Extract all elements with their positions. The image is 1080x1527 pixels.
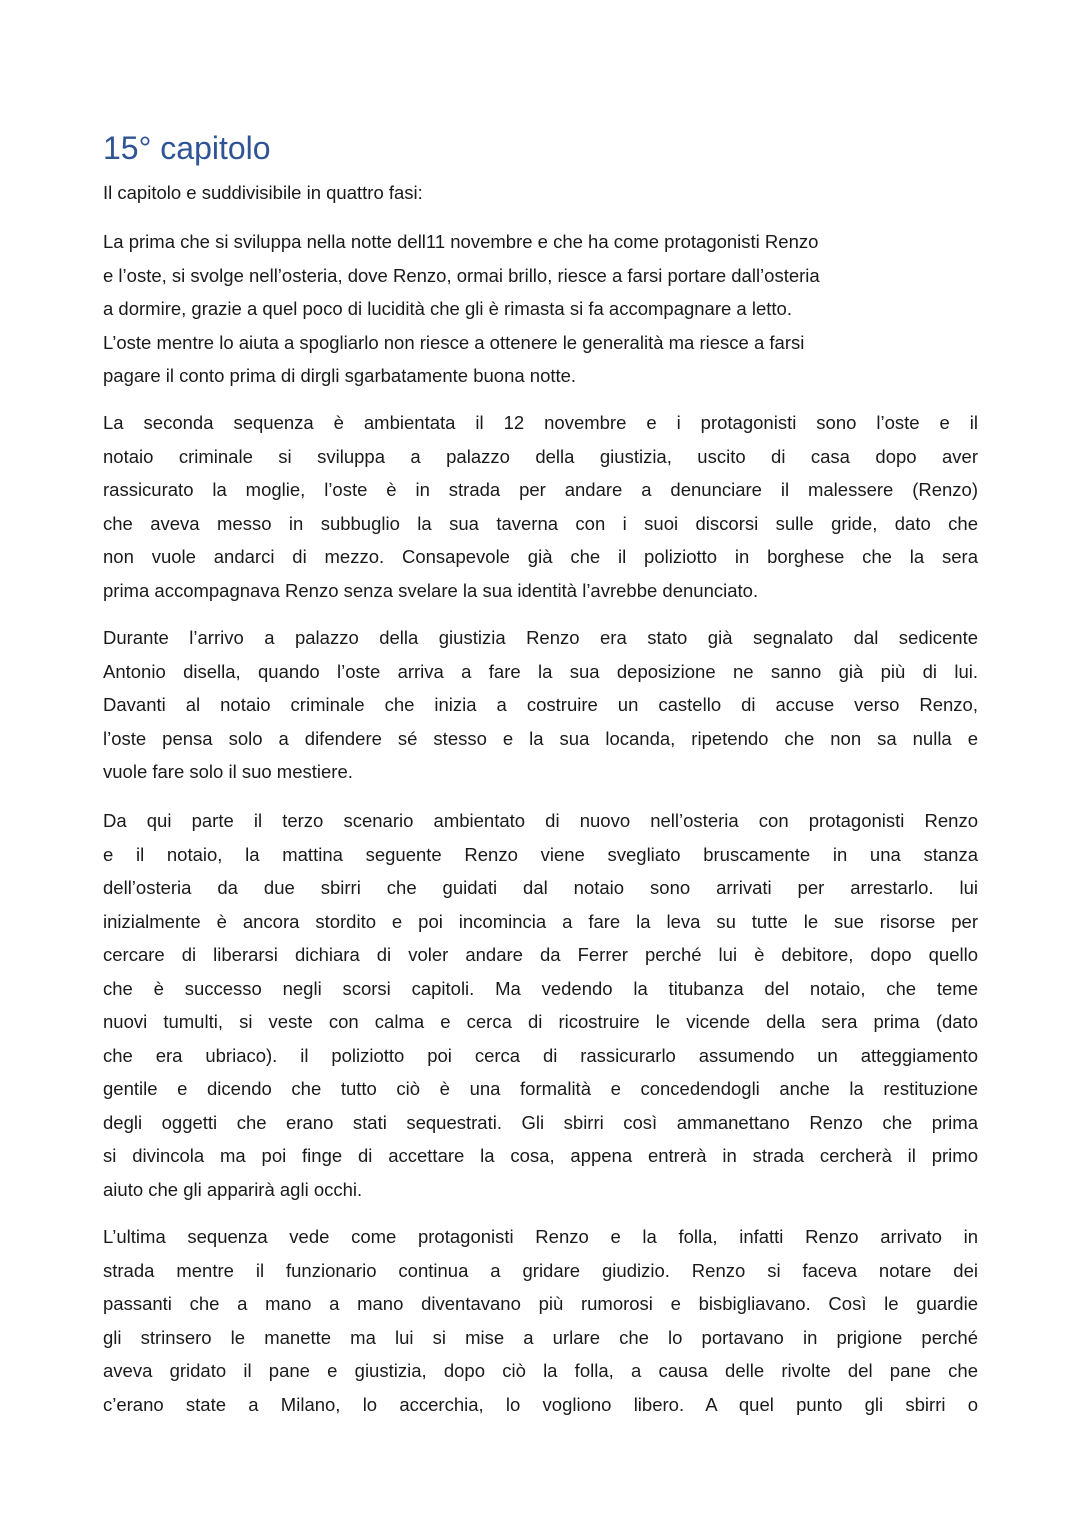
text-line: vuole fare solo il suo mestiere. — [103, 761, 353, 782]
text-line: c’erano state a Milano, lo accerchia, lo vogliono libero. A quel punto gli sbirri o — [103, 1393, 978, 1415]
text-line: a dormire, grazie a quel poco di lucidità che gli è rimasta si fa accompagnare a letto. — [103, 298, 792, 319]
text-line: La prima che si sviluppa nella notte dell11 novembre e che ha come protagonisti Renzo — [103, 231, 819, 252]
text-line: strada mentre il funzionario continua a gridare giudizio. Renzo si faceva notare dei — [103, 1259, 978, 1281]
text-line: Da qui parte il terzo scenario ambientato di nuovo nell’osteria con protagonisti Renzo — [103, 810, 978, 831]
text-line: e l’oste, si svolge nell’osteria, dove Renzo, ormai brillo, riesce a farsi portare dall’osteria — [103, 264, 820, 286]
text-line: e il notaio, la mattina seguente Renzo viene svegliato bruscamente in una stanza — [103, 843, 978, 865]
text-line: nuovi tumulti, si veste con calma e cerca di ricostruire le vicende della sera prima (dato — [103, 1011, 978, 1032]
text-line: Durante l’arrivo a palazzo della giustizia Renzo era stato già segnalato dal sedicente — [103, 627, 978, 648]
text-line: che è successo negli scorsi capitoli. Ma vedendo la titubanza del notaio, che teme — [103, 977, 978, 999]
paragraph — [103, 804, 978, 1206]
text-line: non vuole andarci di mezzo. Consapevole già che il poliziotto in borghese che la sera — [103, 546, 978, 567]
chapter-title: 15° capitolo — [103, 130, 271, 166]
text-line: si divincola ma poi finge di accettare la cosa, appena entrerà in strada cercherà il primo — [103, 1145, 978, 1166]
text-line: gli strinsero le manette ma lui si mise a urlare che lo portavano in prigione perché — [103, 1326, 978, 1348]
text-line: La seconda sequenza è ambientata il 12 novembre e i protagonisti sono l’oste e il — [103, 412, 978, 433]
text-line: pagare il conto prima di dirgli sgarbatamente buona notte. — [103, 365, 577, 386]
text-line: che aveva messo in subbuglio la sua taverna con i suoi discorsi sulle gride, dato che — [103, 512, 978, 534]
paragraph — [103, 621, 978, 789]
text-line: rassicurato la moglie, l’oste è in strada per andare a denunciare il malessere (Renzo) — [103, 479, 978, 500]
text-line: degli oggetti che erano stati sequestrati. Gli sbirri così ammanettano Renzo che prima — [103, 1111, 978, 1133]
text-line: aveva gridato il pane e giustizia, dopo ciò la folla, a causa delle rivolte del pane che — [103, 1360, 978, 1381]
text-line: che era ubriaco). il poliziotto poi cerca di rassicurarlo assumendo un atteggiamento — [103, 1044, 978, 1066]
text-line: L’ultima sequenza vede come protagonisti Renzo e la folla, infatti Renzo arrivato in — [103, 1226, 978, 1247]
text-line: notaio criminale si sviluppa a palazzo della giustizia, uscito di casa dopo aver — [103, 445, 978, 467]
text-line: L’oste mentre lo aiuta a spogliarlo non riesce a ottenere le generalità ma riesce a farsi — [103, 331, 805, 353]
paragraph — [103, 225, 978, 393]
text-line: Antonio disella, quando l’oste arriva a fare la sua deposizione ne sanno già più di lui. — [103, 660, 978, 682]
text-line: aiuto che gli apparirà agli occhi. — [103, 1178, 363, 1200]
intro-text: Il capitolo e suddivisibile in quattro fasi: — [103, 182, 423, 203]
text-line: passanti che a mano a mano diventavano più rumorosi e bisbigliavano. Così le guardie — [103, 1293, 978, 1314]
paragraph — [103, 406, 978, 607]
text-line: gentile e dicendo che tutto ciò è una formalità e concedendogli anche la restituzione — [103, 1078, 978, 1099]
text-line: prima accompagnava Renzo senza svelare la sua identità l’avrebbe denunciato. — [103, 579, 759, 601]
text-line: cercare di liberarsi dichiara di voler andare da Ferrer perché lui è debitore, dopo quello — [103, 944, 978, 965]
paragraph — [103, 1220, 978, 1421]
text-line: dell’osteria da due sbirri che guidati dal notaio sono arrivati per arrestarlo. lui — [103, 877, 978, 898]
text-line: Davanti al notaio criminale che inizia a costruire un castello di accuse verso Renzo, — [103, 694, 978, 715]
text-line: inizialmente è ancora stordito e poi incomincia a fare la leva su tutte le sue risorse per — [103, 910, 978, 932]
text-line: l’oste pensa solo a difendere sé stesso e la sua locanda, ripetendo che non sa nulla e — [103, 727, 978, 749]
